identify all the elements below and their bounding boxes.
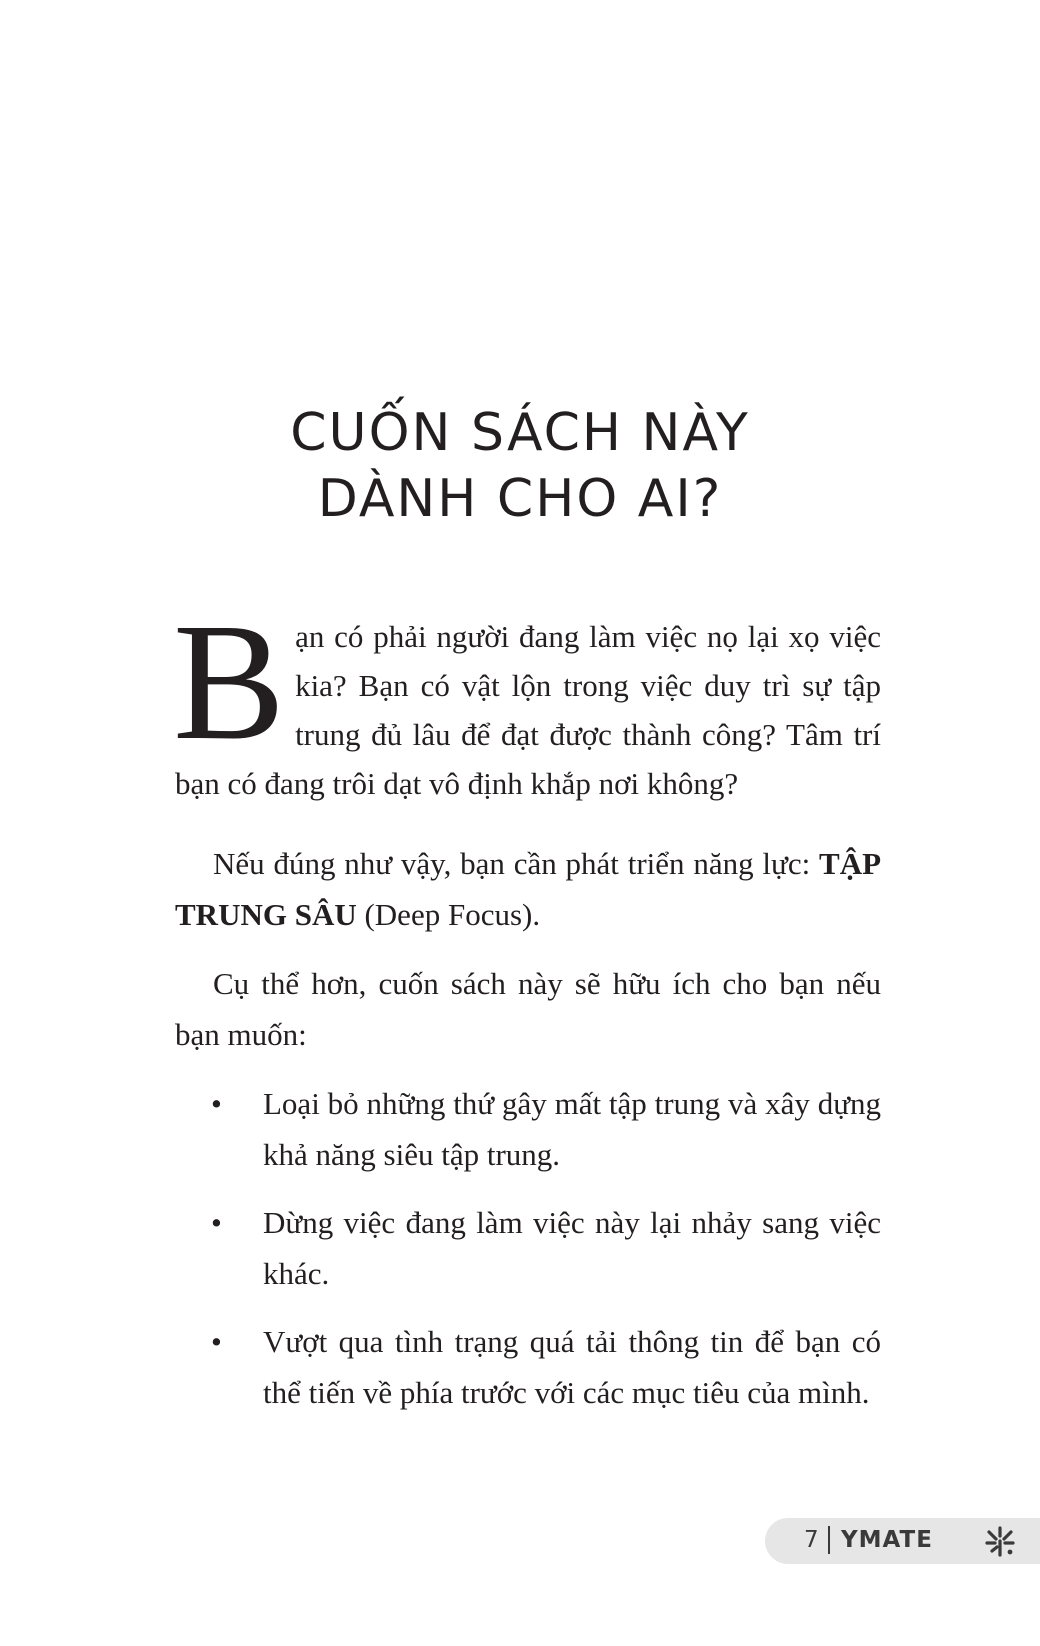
paragraph-specifics-text: Cụ thể hơn, cuốn sách này sẽ hữu ích cho bạn nếu bạn muốn: <box>175 966 881 1052</box>
list-item-text: Vượt qua tình trạng quá tải thông tin để bạn có thể tiến về phía trước với các mục tiêu của mình. <box>263 1324 881 1410</box>
deep-focus-term: TẬP TRUNG SÂU <box>175 846 882 932</box>
page-number: 7 <box>804 1527 819 1553</box>
list-item <box>175 1078 881 1180</box>
deep-focus-english: (Deep Focus). <box>364 897 541 932</box>
bullet-icon: • <box>211 1086 222 1121</box>
brand-name: YMATE <box>841 1527 933 1553</box>
benefit-list <box>175 1078 881 1435</box>
chapter-title-line-2: DÀNH CHO AI? <box>317 469 723 529</box>
chapter-title-line-1: CUỐN SÁCH NÀY <box>290 403 750 463</box>
list-item-text: Loại bỏ những thứ gây mất tập trung và xây dựng khả năng siêu tập trung. <box>263 1086 881 1172</box>
list-item <box>175 1197 881 1299</box>
list-item <box>175 1316 881 1418</box>
bullet-icon: • <box>211 1205 222 1240</box>
intro-text: ạn có phải người đang làm việc nọ lại xọ việc kia? Bạn có vật lộn trong việc duy trì sự tập trung đủ lâu để đạt được thành công? Tâm trí bạn có đang trôi dạt vô định khắp nơi không? <box>175 619 881 801</box>
paragraph-deep-focus-text: Nếu đúng như vậy, bạn cần phát triển năng lực: <box>213 846 811 881</box>
list-item-text: Dừng việc đang làm việc này lại nhảy sang việc khác. <box>263 1205 881 1291</box>
paragraph-deep-focus <box>175 838 881 940</box>
drop-cap: B <box>173 589 286 775</box>
page-footer <box>765 1518 1040 1564</box>
footer-divider <box>828 1526 830 1554</box>
chapter-title <box>0 400 1040 532</box>
bullet-icon: • <box>211 1324 222 1359</box>
paragraph-specifics <box>175 958 881 1060</box>
ymate-logo-icon <box>983 1524 1017 1558</box>
intro-paragraph <box>173 589 881 808</box>
